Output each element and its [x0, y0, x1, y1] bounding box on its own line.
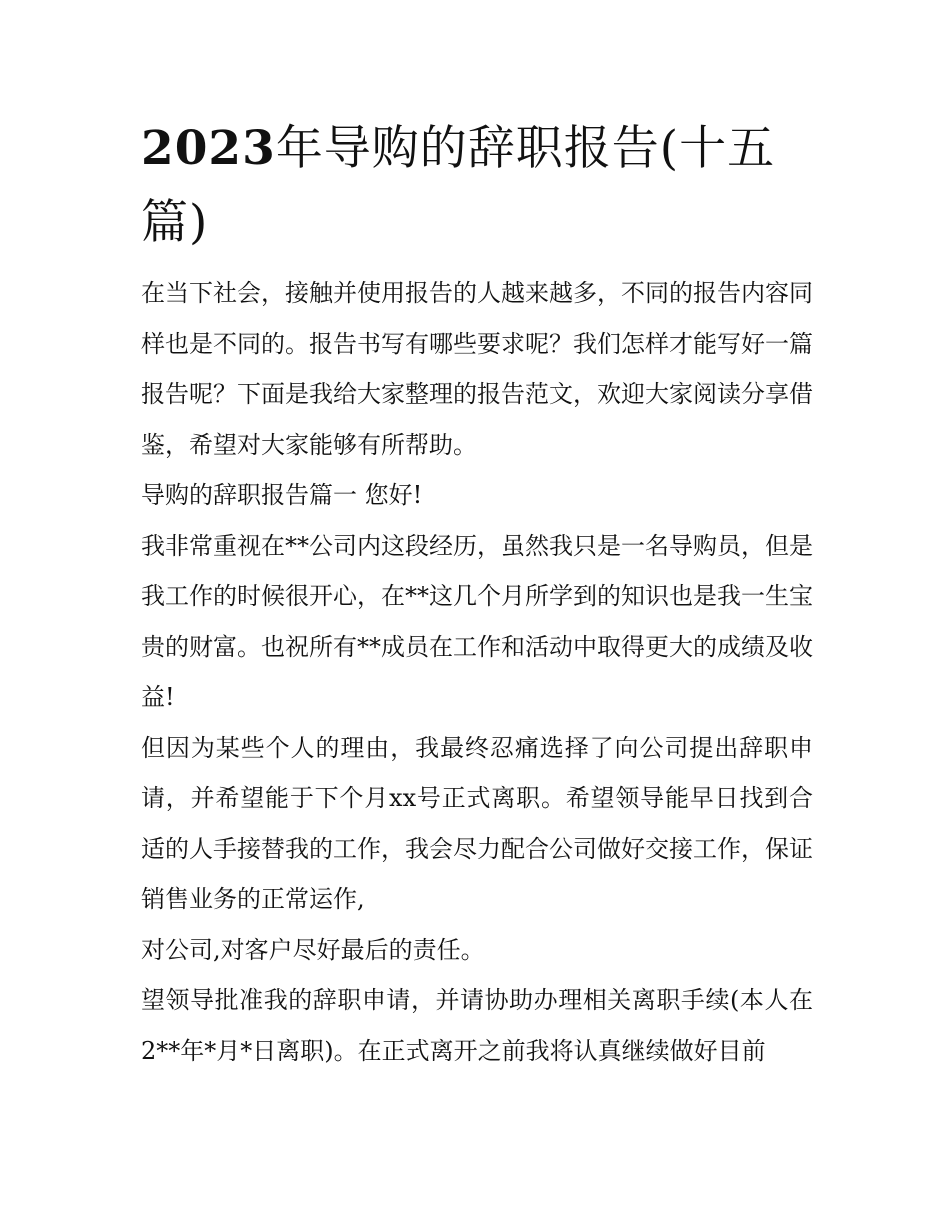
section-heading-paragraph: 导购的辞职报告篇一 您好!: [141, 481, 423, 509]
body-paragraph: 望领导批准我的辞职申请，并请协助办理相关离职手续(本人在2**年*月*日离职)。在正式离开之前我将认真继续做好目前: [141, 986, 813, 1065]
document-page: [141, 112, 813, 1076]
title-year: 2023: [141, 121, 276, 176]
body-paragraph: 对公司,对客户尽好最后的责任。: [141, 935, 485, 964]
body-paragraph: 但因为某些个人的理由，我最终忍痛选择了向公司提出辞职申请，并希望能于下个月xx号正式离职。希望领导能早日找到合适的人手接替我的工作，我会尽力配合公司做好交接工作，保证销售业务的正常运作,: [141, 733, 813, 913]
document-title: 2023年导购的辞职报告(十五篇): [141, 121, 776, 250]
document-body: [141, 268, 813, 1076]
body-paragraph: 我非常重视在**公司内这段经历，虽然我只是一名导购员，但是我工作的时候很开心，在**这几个月所学到的知识也是我一生宝贵的财富。也祝所有**成员在工作和活动中取得更大的成绩及收益!: [141, 531, 813, 711]
intro-paragraph: 在当下社会，接触并使用报告的人越来越多，不同的报告内容同样也是不同的。报告书写有哪些要求呢？我们怎样才能写好一篇报告呢？下面是我给大家整理的报告范文，欢迎大家阅读分享借鉴，希望对大家能够有所帮助。: [141, 279, 813, 459]
